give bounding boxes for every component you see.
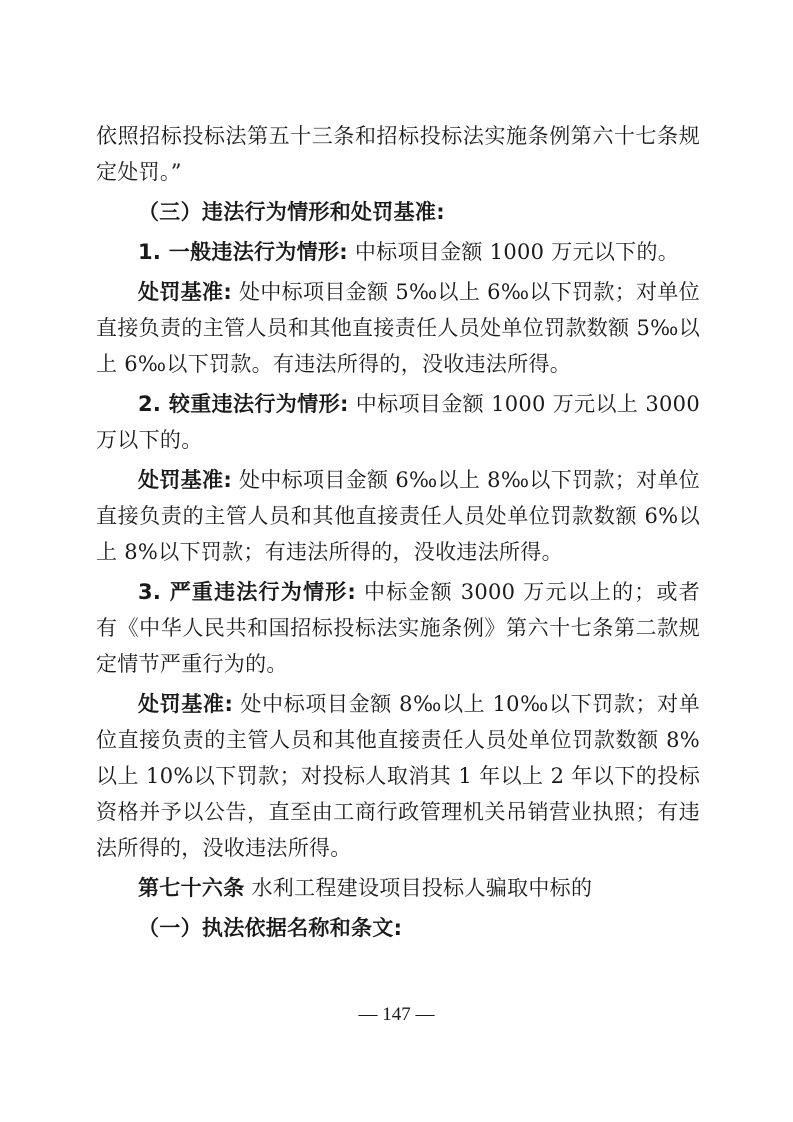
paragraph-text: 依照招标投标法第五十三条和招标投标法实施条例第六十七条规定处罚。” (96, 124, 700, 184)
paragraph-general-violation (96, 234, 700, 270)
section-heading (96, 910, 700, 946)
paragraph-serious-violation (96, 386, 700, 458)
paragraph-label: 2. 较重违法行为情形: (138, 392, 349, 416)
paragraph-text: 处中标项目金额 6‰以上 8‰以下罚款；对单位直接负责的主管人员和其他直接责任人员处单位罚款数额 6%以上 8%以下罚款；有违法所得的，没收违法所得。 (96, 468, 700, 564)
paragraph-label: 1. 一般违法行为情形: (138, 240, 348, 264)
section-heading-label: （三）违法行为情形和处罚基准: (138, 200, 445, 224)
paragraph-text: 处中标项目金额 5‰以上 6‰以下罚款；对单位直接负责的主管人员和其他直接责任人员处单位罚款数额 5‰以上 6‰以下罚款。有违法所得的，没收违法所得。 (96, 280, 700, 376)
paragraph-severe-violation (96, 574, 700, 682)
paragraph-text: 中标金额 3000 万元以上的；或者有《中华人民共和国招标投标法实施条例》第六十七条第二款规定情节严重行为的。 (96, 580, 700, 676)
section-heading-label: （一）执法依据名称和条文: (138, 916, 403, 940)
paragraph-label: 处罚基准: (138, 468, 233, 492)
article-heading (96, 870, 700, 906)
paragraph-penalty-severe (96, 686, 700, 866)
paragraph-label: 处罚基准: (138, 280, 233, 304)
paragraph-label: 3. 严重违法行为情形: (138, 580, 357, 604)
section-heading (96, 194, 700, 230)
document-body (96, 118, 700, 946)
paragraph-label: 处罚基准: (138, 692, 234, 716)
paragraph-penalty-general (96, 274, 700, 382)
paragraph-text: 处中标项目金额 8‰以上 10‰以下罚款；对单位直接负责的主管人员和其他直接责任人员处单位罚款数额 8%以上 10%以下罚款；对投标人取消其 1 年以上 2 年以下的投标资格并予以公告，直至由工商行政管理机关吊销营业执照；有违法所得的，没收违法所得。 (96, 692, 700, 860)
page-number: — 147 — (358, 1004, 435, 1025)
paragraph-text: 中标项目金额 1000 万元以上 3000 万以下的。 (96, 392, 701, 452)
paragraph-continuation (96, 118, 700, 190)
paragraph-penalty-serious (96, 462, 700, 570)
paragraph-text: 中标项目金额 1000 万元以下的。 (347, 240, 680, 264)
article-label: 第七十六条 (138, 876, 245, 900)
article-title: 水利工程建设项目投标人骗取中标的 (244, 876, 593, 900)
